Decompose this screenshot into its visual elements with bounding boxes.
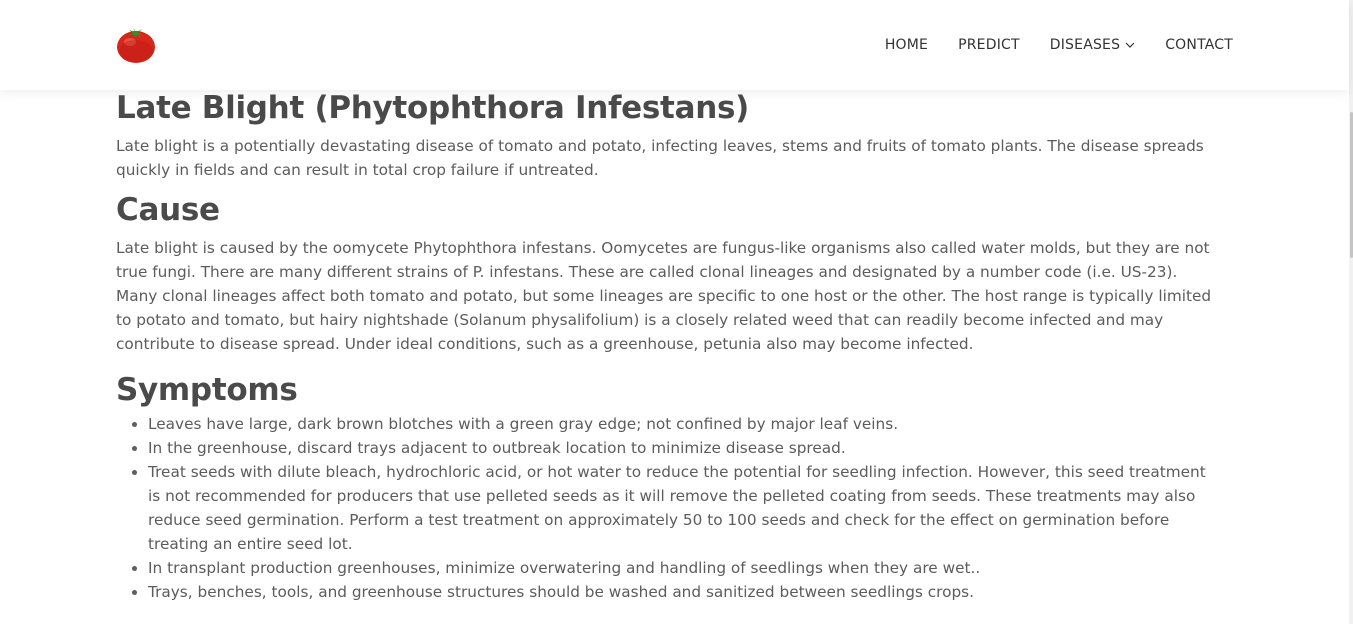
symptoms-heading: Symptoms	[116, 372, 298, 408]
nav-diseases[interactable]	[1050, 37, 1135, 53]
main-nav	[885, 0, 1233, 90]
symptoms-list	[116, 412, 1221, 604]
list-item: • In transplant production greenhouses, minimize overwatering and handling of seedlings when they are wet..	[148, 556, 1221, 580]
article	[116, 90, 1221, 604]
site-header	[0, 0, 1349, 90]
cause-paragraph: Late blight is caused by the oomycete Phytophthora infestans. Oomycetes are fungus-like organisms also called water molds, but they are not true fungi. There are many different strains of P. infestans. These are called clonal lineages and designated by a number code (i.e. US-23). Many clonal lineages affect both tomato and potato, but some lineages are specific to one host or the other. The host range is typically limited to potato and tomato, but hairy nightshade (Solanum physalifolium) is a closely related weed that can readily become infected and may contribute to disease spread. Under ideal conditions, such as a greenhouse, petunia also may become infected.	[116, 239, 1212, 353]
chevron-down-icon	[1125, 41, 1135, 49]
nav-home[interactable]: HOME	[884, 37, 929, 53]
nav-contact[interactable]: CONTACT	[1165, 37, 1233, 53]
tomato-icon[interactable]	[116, 26, 156, 64]
nav-diseases-label: DISEASES	[1049, 37, 1121, 53]
list-item: • Trays, benches, tools, and greenhouse structures should be washed and sanitized between seedlings crops.	[148, 580, 1221, 604]
cause-heading: Cause	[116, 192, 220, 228]
intro-paragraph: Late blight is a potentially devastating disease of tomato and potato, infecting leaves, stems and fruits of tomato plants. The disease spreads quickly in fields and can result in total crop failure if untreated.	[116, 137, 1204, 179]
nav-predict[interactable]: PREDICT	[958, 37, 1020, 53]
list-item: • Leaves have large, dark brown blotches with a green gray edge; not confined by major leaf veins.	[148, 412, 1221, 436]
page-title: Late Blight (Phytophthora Infestans)	[116, 90, 749, 126]
list-item: • Treat seeds with dilute bleach, hydrochloric acid, or hot water to reduce the potential for seedling infection. However, this seed treatment is not recommended for producers that use pelleted seeds as it will remove the pelleted coating from seeds. These treatments may also reduce seed germination. Perform a test treatment on approximately 50 to 100 seeds and check for the effect on germination before treating an entire seed lot.	[148, 460, 1221, 556]
scrollbar[interactable]	[1349, 0, 1353, 624]
list-item: • In the greenhouse, discard trays adjacent to outbreak location to minimize disease spread.	[148, 436, 1221, 460]
